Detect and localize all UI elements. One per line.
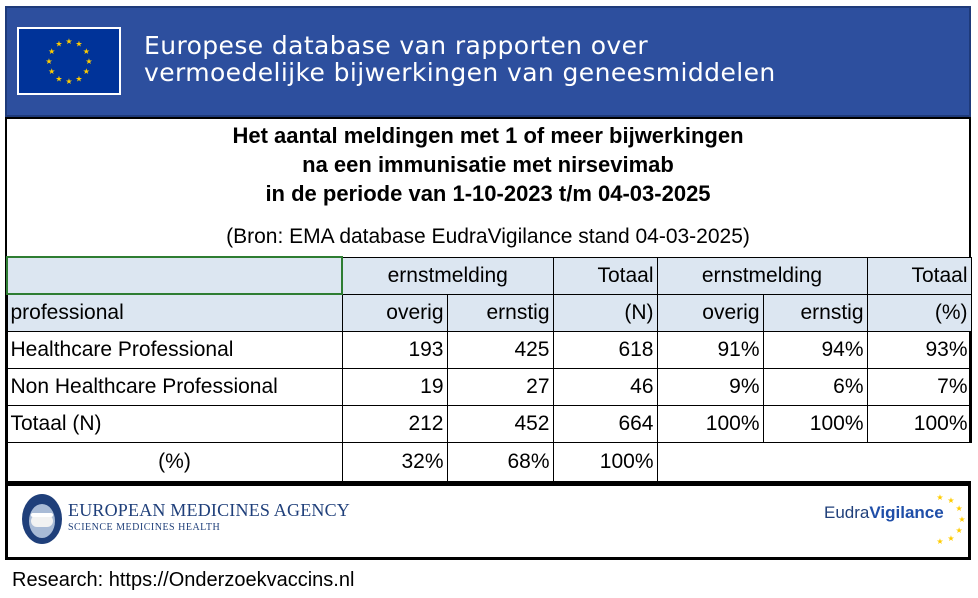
header-ernstmelding-pct: ernstmelding: [657, 257, 867, 294]
cell-ernstig-pct: 6%: [763, 368, 867, 405]
cell-overig: 193: [342, 331, 447, 368]
ev-star: ★: [936, 493, 944, 502]
ema-tagline: SCIENCE MEDICINES HEALTH: [68, 522, 221, 533]
flag-star: ★: [82, 67, 90, 76]
row-label: Healthcare Professional: [7, 331, 342, 368]
header-professional: professional: [7, 294, 342, 331]
table-header-row-1: [7, 257, 971, 294]
header-banner: [5, 6, 971, 117]
ev-star: ★: [936, 537, 944, 546]
total-overig-pct: 100%: [657, 405, 763, 442]
cell-ernstig: 27: [447, 368, 553, 405]
header-empty-cell[interactable]: [7, 257, 342, 294]
report-title-line2: na een immunisatie met nirsevimab: [302, 152, 674, 177]
ema-logo-icon: [20, 491, 64, 547]
header-overig: overig: [342, 294, 447, 331]
header-ernstig: ernstig: [447, 294, 553, 331]
total-overig: 212: [342, 405, 447, 442]
eu-flag-icon: [17, 27, 121, 95]
total-total: 664: [553, 405, 657, 442]
header-ernstmelding-n: ernstmelding: [342, 257, 553, 294]
data-table: [6, 256, 972, 482]
ev-star: ★: [955, 504, 963, 513]
empty-area: [657, 442, 971, 481]
header-overig-pct: overig: [657, 294, 763, 331]
report-source: (Bron: EMA database EudraVigilance stand 04-03-2025): [226, 225, 750, 248]
table-header-row-2: [7, 294, 971, 331]
flag-star: ★: [65, 37, 73, 46]
total-total-pct: 100%: [867, 405, 971, 442]
header-n: (N): [553, 294, 657, 331]
ev-star: ★: [955, 526, 963, 535]
report-title-line3: in de periode van 1-10-2023 t/m 04-03-2025: [265, 181, 711, 206]
pct-ernstig: 68%: [447, 442, 553, 481]
pct-total: 100%: [553, 442, 657, 481]
pct-overig: 32%: [342, 442, 447, 481]
ev-suffix: Vigilance: [869, 503, 944, 522]
table-pct-row: [7, 442, 971, 481]
flag-star: ★: [85, 57, 93, 66]
total-ernstig-pct: 100%: [763, 405, 867, 442]
report-title-line1: Het aantal meldingen met 1 of meer bijwerkingen: [232, 123, 744, 148]
table-row: [7, 368, 971, 405]
cell-ernstig-pct: 94%: [763, 331, 867, 368]
flag-star: ★: [45, 57, 53, 66]
flag-star: ★: [75, 74, 83, 84]
research-credit: Research: https://Onderzoekvaccins.nl: [12, 569, 355, 591]
pct-label: (%): [7, 442, 342, 481]
row-label: Non Healthcare Professional: [7, 368, 342, 405]
flag-star: ★: [55, 74, 63, 84]
table-row: [7, 331, 971, 368]
ev-star: ★: [958, 515, 966, 524]
ev-star: ★: [947, 495, 955, 505]
header-totaal-n: Totaal: [553, 257, 657, 294]
table-total-row: [7, 405, 971, 442]
flag-star: ★: [75, 39, 83, 49]
banner-title-line2: vermoedelijke bijwerkingen van geneesmiddelen: [144, 58, 776, 87]
banner-title-line1: Europese database van rapporten over: [144, 31, 649, 60]
flag-star: ★: [55, 39, 63, 49]
star-ring-icon: [918, 490, 968, 548]
total-label: Totaal (N): [7, 405, 342, 442]
flag-star: ★: [82, 47, 90, 56]
cell-overig: 19: [342, 368, 447, 405]
ev-star: ★: [947, 534, 955, 544]
cell-overig-pct: 9%: [657, 368, 763, 405]
cell-total: 618: [553, 331, 657, 368]
ema-name: EUROPEAN MEDICINES AGENCY: [68, 500, 351, 520]
report-title: [5, 121, 971, 208]
cell-total-pct: 93%: [867, 331, 971, 368]
flag-star: ★: [48, 47, 56, 56]
header-ernstig-pct: ernstig: [763, 294, 867, 331]
total-ernstig: 452: [447, 405, 553, 442]
banner-title: [144, 32, 776, 86]
footer-logos: [5, 483, 971, 560]
ev-prefix: Eudra: [824, 503, 870, 522]
header-totaal-pct: Totaal: [867, 257, 971, 294]
header-pct: (%): [867, 294, 971, 331]
cell-total: 46: [553, 368, 657, 405]
cell-ernstig: 425: [447, 331, 553, 368]
flag-star: ★: [48, 67, 56, 76]
cell-overig-pct: 91%: [657, 331, 763, 368]
cell-total-pct: 7%: [867, 368, 971, 405]
flag-star: ★: [65, 77, 73, 86]
